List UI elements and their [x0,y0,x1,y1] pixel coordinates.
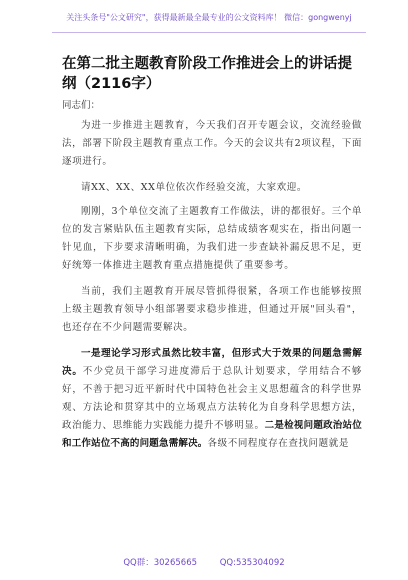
footer [0,554,408,572]
document-title: 在第二批主题教育阶段工作推进会上的讲话提纲（2116字） [62,56,352,92]
paragraph-review: 刚刚，3个单位交流了主题教育工作做法，讲的都很好。三个单位的发言紧贴队伍主题教育实际，总结成绩客观实在，指出问题一针见血，下步要求清晰明确，为我们进一步查缺补漏反思不足，更好统筹一体推进主题教育重点措施提供了重要参考。 [62,206,362,271]
point-1-text: 不少党员干部学习进度滞后于总队计划要求，学用结合不够好，不善于把习近平新时代中国特色社会主义思想蕴含的科学世界观、方法论和贯穿其中的立场观点方法转化为自身科学思想方法，政治能力、思维能力实践能力提升不够明显。 [62,366,362,431]
point-1-heading: 一是理论学习形式虽然比较丰富，但形式大于效果的问题急需解决。 [62,348,362,377]
footer-qq-group: QQ群：30265665 [123,558,198,568]
paragraph-exchange: 请XX、XX、XX单位依次作经验交流，大家欢迎。 [81,182,307,193]
point-2-text: 各级不同程度存在查找问题就是 [207,438,349,449]
document-body [62,117,362,461]
point-2-heading: 二是检视问题政治站位和工作站位不高的问题急需解决。 [62,420,362,449]
header-banner-text: 关注头条号"公文研究"，获得最新最全最专业的公文资料库！ 微信：gongwenyj [66,13,352,22]
paragraph-opening: 为进一步推进主题教育，今天我们召开专题会议，交流经验做法，部署下阶段主题教育重点工作。今天的会议共有2项议程，下面逐项进行。 [62,120,362,167]
paragraph-point-1 [62,345,362,453]
paragraph-current: 当前，我们主题教育开展尽管抓得很紧，各项工作也能够按照上级主题教育领导小组部署要求稳步推进，但通过开展"回头看"，也还存在不少问题需要解决。 [62,286,362,333]
footer-qq: QQ:535304092 [219,558,285,568]
header-banner [52,8,366,33]
greeting: 同志们： [62,100,101,111]
